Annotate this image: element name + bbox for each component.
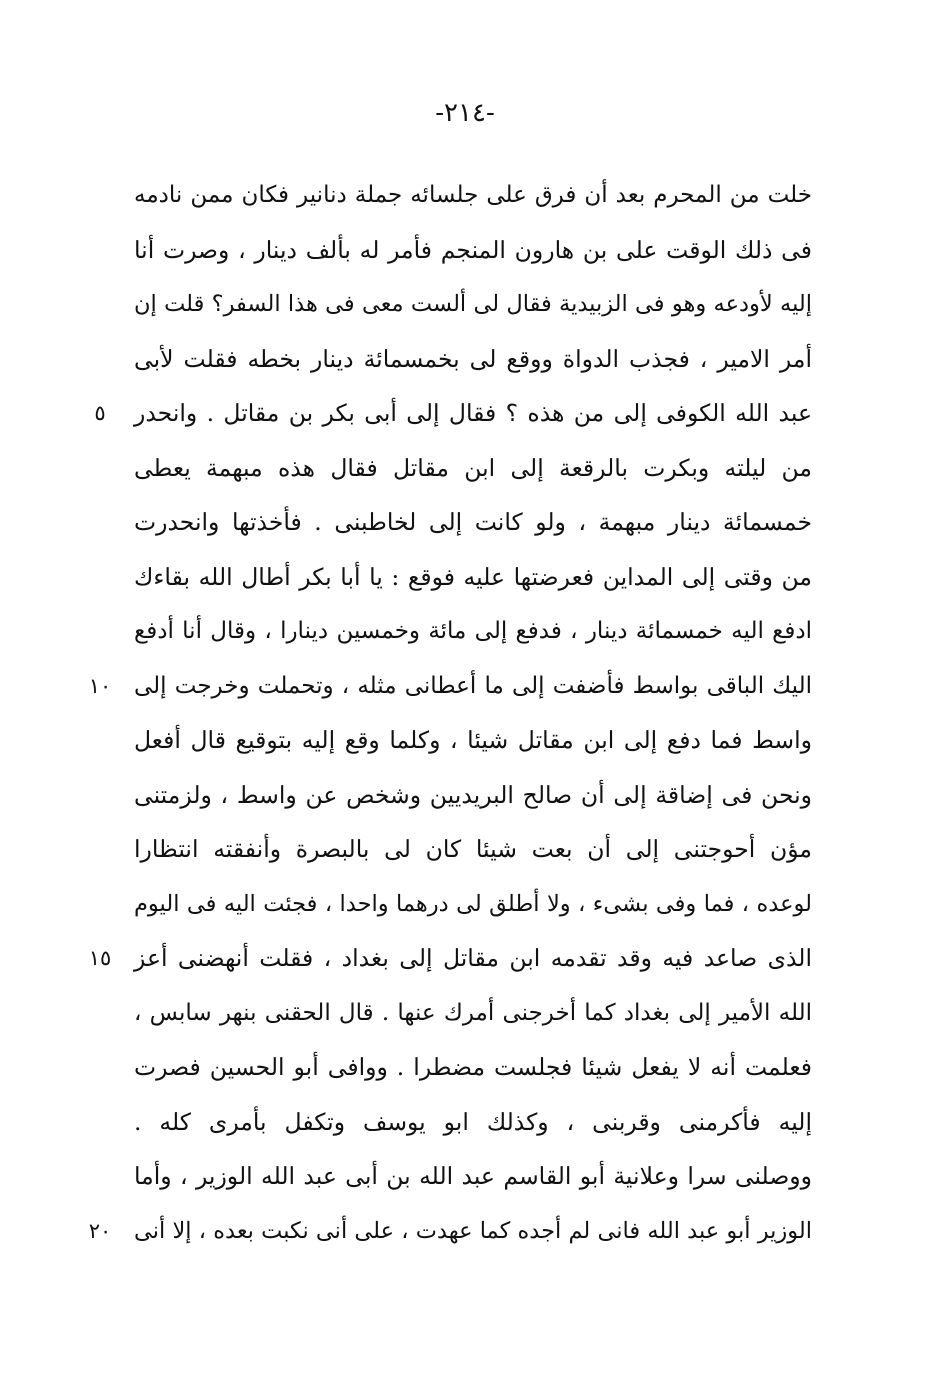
line-text: الذى صاعد فيه وقد تقدمه ابن مقاتل إلى بغداد ، فقلت أنهضنى أعز [134, 944, 812, 972]
line-text: واسط فما دفع إلى ابن مقاتل شيئا ، وكلما وقع إليه بتوقيع قال أفعل [134, 726, 812, 754]
line-text: الله الأمير إلى بغداد كما أخرجنى أمرك عنها . قال الحقنى بنهر سابس ، [134, 999, 812, 1026]
text-line [134, 604, 812, 659]
line-text: خمسمائة دينار مبهمة ، ولو كانت إلى لخاطبنى . فأخذتها وانحدرت [134, 508, 812, 536]
text-line [134, 332, 812, 387]
line-text: لوعده ، فما وفى بشىء ، ولا أطلق لى درهما واحدا ، فجئت اليه فى اليوم [134, 890, 812, 917]
line-text: اليك الباقى بواسط فأضفت إلى ما أعطانى مثله ، وتحملت وخرجت إلى [134, 672, 812, 699]
text-line [134, 1095, 812, 1150]
line-text: أمر الامير ، فجذب الدواة ووقع لى بخمسمائة دينار بخطه فقلت لأبى [134, 344, 812, 373]
text-line [134, 168, 812, 223]
text-line [134, 713, 812, 768]
text-line [134, 1040, 812, 1095]
line-text: فى ذلك الوقت على بن هارون المنجم فأمر له بألف دينار ، وصرت أنا [134, 235, 812, 264]
line-number-marker: ٢٠ [88, 1218, 112, 1243]
text-line [134, 495, 812, 550]
line-text: من ليلته وبكرت بالرقعة إلى ابن مقاتل فقال هذه مبهمة يعطى [134, 453, 812, 482]
text-line [134, 1149, 812, 1204]
line-number-marker: ٥ [94, 401, 106, 425]
line-text: ووصلنى سرا وعلانية أبو القاسم عبد الله بن أبى عبد الله الوزير ، وأما [134, 1162, 812, 1190]
line-number-marker: ١٠ [88, 673, 112, 698]
line-text: مؤن أحوجتنى إلى أن بعت شيئا كان لى بالبصرة وأنفقته انتظارا [134, 835, 812, 863]
text-line [134, 277, 812, 332]
line-text: ونحن فى إضاقة إلى أن صالح البريديين وشخص عن واسط ، ولزمتنى [134, 780, 812, 809]
text-line [88, 1204, 812, 1259]
text-line [88, 931, 812, 986]
page-number: -٢١٤- [435, 98, 495, 128]
line-text: ادفع اليه خمسمائة دينار ، فدفع إلى مائة وخمسين دينارا ، وقال أنا أدفع [134, 618, 812, 644]
text-line [134, 223, 812, 278]
text-line [134, 768, 812, 823]
text-line [134, 441, 812, 496]
body-text [88, 168, 812, 1258]
line-text: من وقتى إلى المداين فعرضتها عليه فوقع : يا أبا بكر أطال الله بقاءك [134, 562, 812, 591]
line-text: عبد الله الكوفى إلى من هذه ؟ فقال إلى أبى بكر بن مقاتل . وانحدر [134, 399, 812, 427]
line-text: الوزير أبو عبد الله فانى لم أجده كما عهدت ، على أنى نكبت بعده ، إلا أنى [134, 1217, 812, 1244]
text-line [134, 822, 812, 877]
text-line [134, 550, 812, 605]
line-text: إليه فأكرمنى وقربنى ، وكذلك ابو يوسف وتكفل بأمرى كله . [134, 1107, 812, 1136]
line-text: خلت من المحرم بعد أن فرق على جلسائه جملة دنانير فكان ممن نادمه [134, 182, 812, 208]
text-line [88, 659, 812, 714]
text-line [134, 877, 812, 932]
line-number-marker: ١٥ [88, 946, 112, 970]
text-line [134, 986, 812, 1041]
line-text: فعلمت أنه لا يفعل شيئا فجلست مضطرا . ووافى أبو الحسين فصرت [134, 1053, 812, 1081]
line-text: إليه لأودعه وهو فى الزبيدية فقال لى ألست معى فى هذا السفر؟ قلت إن [134, 291, 812, 317]
text-line [94, 386, 812, 441]
